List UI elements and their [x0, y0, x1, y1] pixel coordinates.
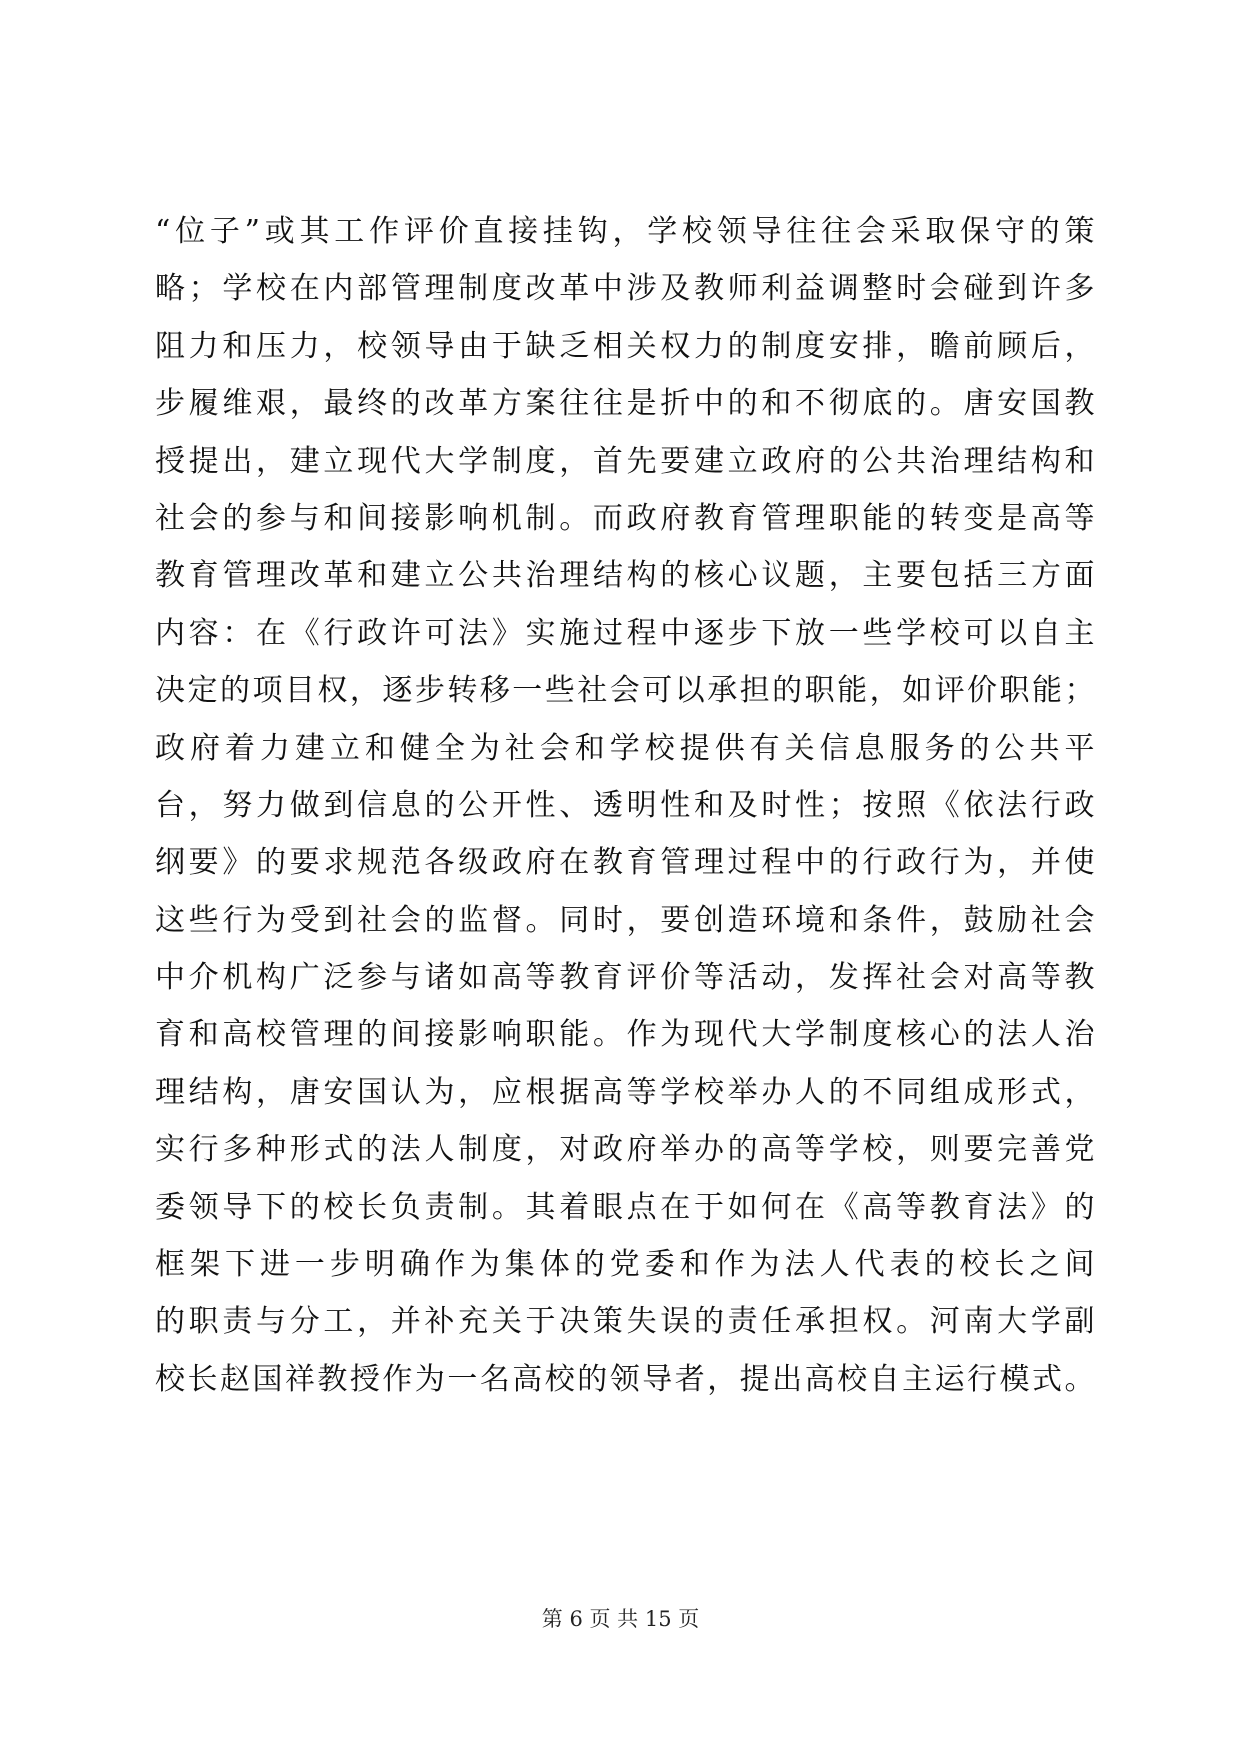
text-line: 略；学校在内部管理制度改革中涉及教师利益调整时会碰到许多: [155, 271, 1095, 307]
text-line: 社会的参与和间接影响机制。而政府教育管理职能的转变是高等: [155, 500, 1095, 536]
text-line: 台，努力做到信息的公开性、透明性和及时性；按照《依法行政: [155, 787, 1095, 823]
text-line: 校长赵国祥教授作为一名高校的领导者，提出高校自主运行模式。: [155, 1361, 1095, 1397]
text-line: “位子”或其工作评价直接挂钩，学校领导往往会采取保守的策: [155, 214, 1095, 249]
text-line: 育和高校管理的间接影响职能。作为现代大学制度核心的法人治: [155, 1017, 1095, 1053]
text-line: 授提出，建立现代大学制度，首先要建立政府的公共治理结构和: [155, 443, 1095, 479]
text-line: 内容：在《行政许可法》实施过程中逐步下放一些学校可以自主: [155, 615, 1095, 651]
text-line: 理结构，唐安国认为，应根据高等学校举办人的不同组成形式，: [155, 1074, 1095, 1110]
text-line: 阻力和压力，校领导由于缺乏相关权力的制度安排，瞻前顾后，: [155, 328, 1095, 364]
text-line: 政府着力建立和健全为社会和学校提供有关信息服务的公共平: [155, 730, 1095, 766]
text-line: 纲要》的要求规范各级政府在教育管理过程中的行政行为，并使: [155, 845, 1095, 881]
text-line: 教育管理改革和建立公共治理结构的核心议题，主要包括三方面: [155, 558, 1095, 594]
text-line: 框架下进一步明确作为集体的党委和作为法人代表的校长之间: [155, 1247, 1095, 1283]
text-line: 中介机构广泛参与诸如高等教育评价等活动，发挥社会对高等教: [155, 960, 1095, 996]
text-line: 决定的项目权，逐步转移一些社会可以承担的职能，如评价职能；: [155, 673, 1095, 709]
text-line: 步履维艰，最终的改革方案往往是折中的和不彻底的。唐安国教: [155, 386, 1095, 422]
text-line: 实行多种形式的法人制度，对政府举办的高等学校，则要完善党: [155, 1132, 1095, 1168]
text-line: 的职责与分工，并补充关于决策失误的责任承担权。河南大学副: [155, 1304, 1095, 1340]
body-text: [155, 203, 1095, 1408]
text-line: 这些行为受到社会的监督。同时，要创造环境和条件，鼓励社会: [155, 902, 1095, 938]
text-line: 委领导下的校长负责制。其着眼点在于如何在《高等教育法》的: [155, 1189, 1095, 1225]
page-number-label: 第 6 页 共 15 页: [541, 1607, 700, 1631]
page-footer: [0, 1605, 1241, 1633]
